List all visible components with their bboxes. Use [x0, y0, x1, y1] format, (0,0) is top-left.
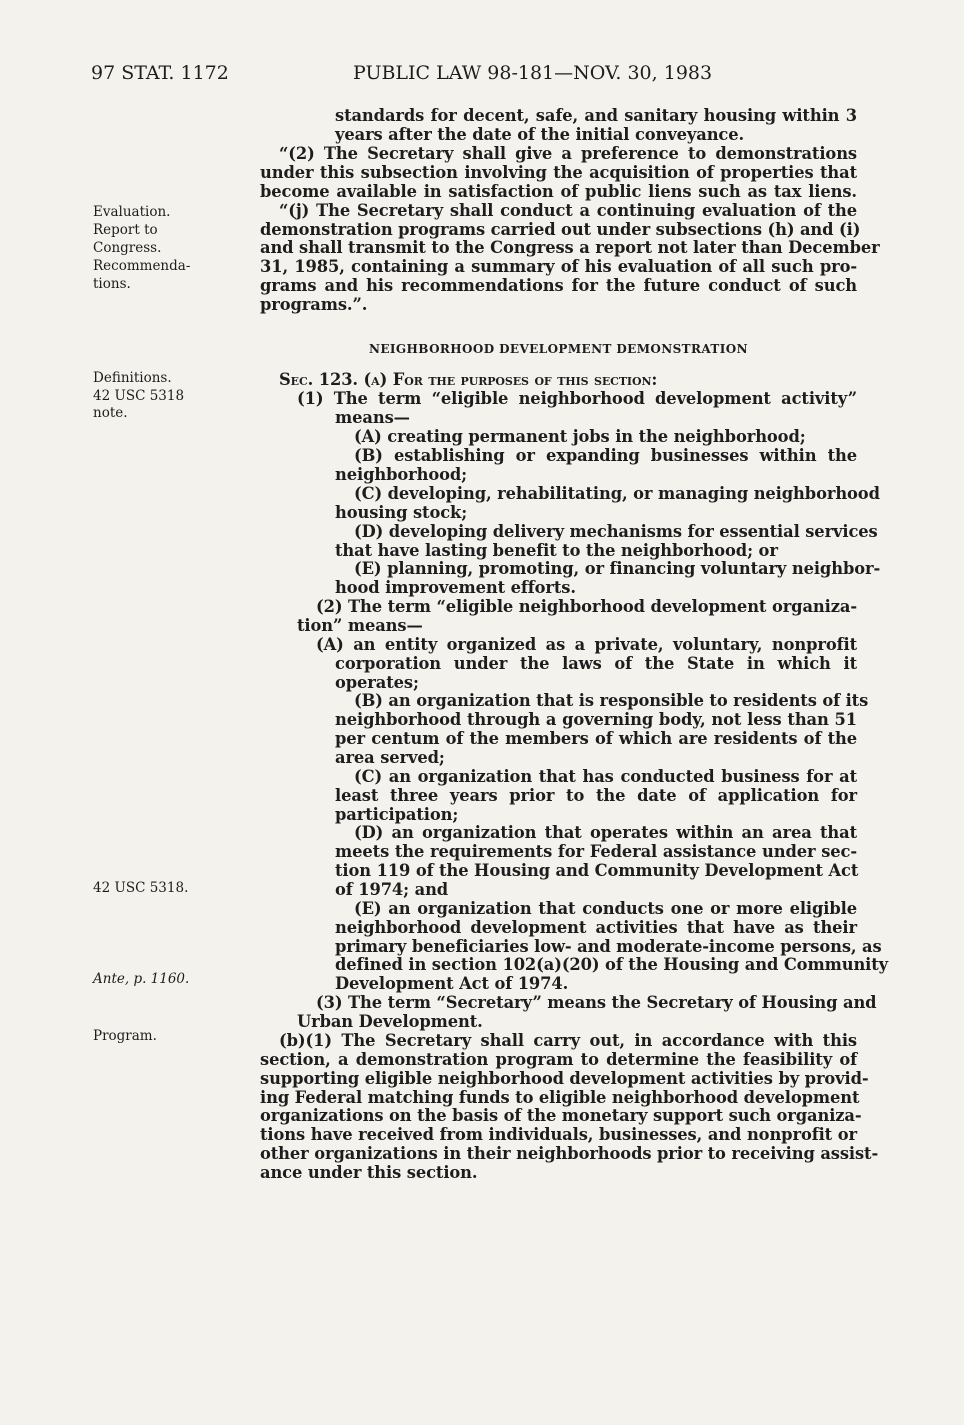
body-line: supporting eligible neighborhood development activities by provid-	[260, 1069, 869, 1088]
body-line: (C) developing, rehabilitating, or managing neighborhood	[354, 484, 880, 503]
body-line: housing stock;	[335, 503, 468, 522]
margin-note-usc-cite: 42 USC 5318	[93, 388, 185, 404]
body-line: standards for decent, safe, and sanitary housing within 3	[335, 106, 857, 125]
body-line: (B) an organization that is responsible to residents of its	[354, 691, 869, 710]
body-line: and shall transmit to the Congress a report not later than December	[260, 238, 880, 257]
margin-note-ante	[93, 970, 189, 988]
body-line: demonstration programs carried out under subsections (h) and (i)	[260, 220, 861, 239]
body-line: ing Federal matching funds to eligible neighborhood development	[260, 1088, 860, 1107]
body-line: programs.”.	[260, 295, 368, 314]
body-line: defined in section 102(a)(20) of the Housing and Community	[335, 955, 889, 974]
section-heading: NEIGHBORHOOD DEVELOPMENT DEMONSTRATION	[368, 342, 748, 356]
running-header-title: PUBLIC LAW 98-181—NOV. 30, 1983	[353, 62, 713, 84]
margin-note-recommendations: Recommenda-	[93, 258, 191, 274]
body-line: primary beneficiaries low- and moderate-income persons, as	[335, 937, 882, 956]
body-line: hood improvement efforts.	[335, 578, 576, 597]
body-line: Development Act of 1974.	[335, 974, 569, 993]
margin-note-evaluation: Evaluation.	[93, 204, 171, 220]
body-line: ance under this section.	[260, 1163, 478, 1182]
body-line: participation;	[335, 805, 459, 824]
body-line: meets the requirements for Federal assistance under sec-	[335, 842, 857, 861]
body-line: tion 119 of the Housing and Community Development Act	[335, 861, 859, 880]
margin-note-usc-5318: 42 USC 5318.	[93, 880, 189, 896]
margin-note-note: note.	[93, 405, 128, 421]
stat-page-number: 97 STAT. 1172	[91, 62, 229, 84]
body-line: tions have received from individuals, businesses, and nonprofit or	[260, 1125, 857, 1144]
body-line: (1) The term “eligible neighborhood development activity”	[297, 389, 857, 408]
body-line: means—	[335, 408, 410, 427]
body-line: of 1974; and	[335, 880, 449, 899]
body-line: (3) The term “Secretary” means the Secretary of Housing and	[316, 993, 877, 1012]
body-line: neighborhood through a governing body, not less than 51	[335, 710, 857, 729]
body-line: “(2) The Secretary shall give a preference to demonstrations	[279, 144, 857, 163]
body-line: (C) an organization that has conducted business for at	[354, 767, 857, 786]
body-line: become available in satisfaction of public liens such as tax liens.	[260, 182, 857, 201]
body-line: Urban Development.	[297, 1012, 483, 1031]
body-line: years after the date of the initial conveyance.	[335, 125, 745, 144]
body-line: grams and his recommendations for the future conduct of such	[260, 276, 857, 295]
body-line: tion” means—	[297, 616, 423, 635]
body-line: (E) an organization that conducts one or more eligible	[354, 899, 857, 918]
body-line: “(j) The Secretary shall conduct a continuing evaluation of the	[279, 201, 857, 220]
body-line: organizations on the basis of the monetary support such organiza-	[260, 1106, 862, 1125]
body-line: (A) an entity organized as a private, voluntary, nonprofit	[316, 635, 857, 654]
body-line: section, a demonstration program to determine the feasibility of	[260, 1050, 857, 1069]
body-line: (b)(1) The Secretary shall carry out, in accordance with this	[279, 1031, 857, 1050]
body-line: that have lasting benefit to the neighborhood; or	[335, 541, 778, 560]
body-line: (E) planning, promoting, or financing voluntary neighbor-	[354, 559, 881, 578]
body-line: (2) The term “eligible neighborhood development organiza-	[316, 597, 857, 616]
body-line: area served;	[335, 748, 445, 767]
body-line: per centum of the members of which are residents of the	[335, 729, 857, 748]
body-line: least three years prior to the date of application for	[335, 786, 857, 805]
body-line: neighborhood;	[335, 465, 468, 484]
body-line: (D) an organization that operates within an area that	[354, 823, 857, 842]
body-line: 31, 1985, containing a summary of his evaluation of all such pro-	[260, 257, 857, 276]
margin-note-report: Report to	[93, 222, 158, 238]
body-line: under this subsection involving the acquisition of properties that	[260, 163, 857, 182]
margin-note-tions: tions.	[93, 276, 131, 292]
body-line: (D) developing delivery mechanisms for essential services	[354, 522, 878, 541]
body-line: operates;	[335, 673, 419, 692]
body-line: neighborhood development activities that have as their	[335, 918, 857, 937]
margin-note-congress: Congress.	[93, 240, 162, 256]
body-line: corporation under the laws of the State in which it	[335, 654, 857, 673]
body-line: (B) establishing or expanding businesses within the	[354, 446, 857, 465]
margin-note-definitions: Definitions.	[93, 370, 172, 386]
body-line: other organizations in their neighborhoods prior to receiving assist-	[260, 1144, 879, 1163]
body-line: (A) creating permanent jobs in the neighborhood;	[354, 427, 806, 446]
margin-note-ante-text: Ante, p. 1160.	[93, 971, 190, 987]
margin-note-program: Program.	[93, 1028, 157, 1044]
section-123-line: Sec. 123. (a) For the purposes of this section:	[279, 370, 658, 389]
